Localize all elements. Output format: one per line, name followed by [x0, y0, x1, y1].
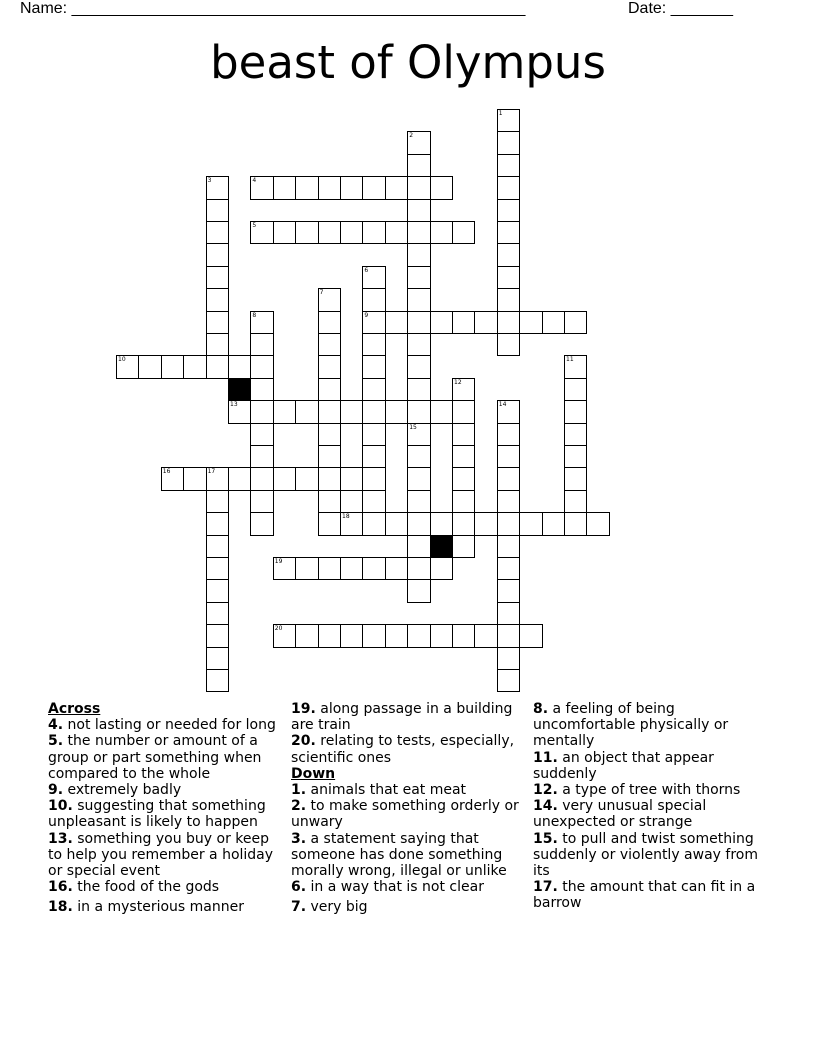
grid-number-label: 9 — [364, 311, 369, 319]
grid-cell[interactable] — [250, 445, 273, 468]
grid-cell[interactable] — [385, 624, 408, 647]
grid-cell[interactable] — [430, 512, 453, 535]
grid-cell[interactable] — [206, 355, 229, 378]
grid-cell[interactable] — [407, 199, 430, 222]
grid-cell[interactable] — [407, 221, 430, 244]
grid-cell[interactable] — [430, 557, 453, 580]
grid-cell[interactable] — [497, 602, 520, 625]
clue-down-3: 3. a statement saying that someone has done something morally wrong, illegal or unlike — [291, 830, 507, 880]
grid-cell[interactable] — [206, 288, 229, 311]
grid-cell[interactable] — [564, 490, 587, 513]
grid-block-cell — [228, 378, 251, 401]
grid-cell[interactable] — [362, 445, 385, 468]
grid-cell[interactable] — [497, 154, 520, 177]
grid-cell[interactable] — [430, 311, 453, 334]
clue-down-11: 11. an object that appear suddenly — [533, 749, 714, 782]
grid-cell[interactable] — [497, 221, 520, 244]
grid-cell[interactable] — [497, 266, 520, 289]
grid-cell[interactable] — [206, 266, 229, 289]
grid-cell[interactable] — [206, 557, 229, 580]
grid-cell[interactable] — [564, 400, 587, 423]
grid-cell[interactable] — [452, 423, 475, 446]
grid-cell[interactable] — [497, 199, 520, 222]
clue-across-10: 10. suggesting that something unpleasant is likely to happen — [48, 798, 266, 831]
date-field-label: Date: _______ — [628, 0, 733, 17]
grid-cell[interactable] — [362, 288, 385, 311]
grid-cell[interactable] — [497, 445, 520, 468]
grid-cell[interactable] — [362, 624, 385, 647]
clue-down-17: 17. the amount that can fit in a barrow — [533, 879, 756, 912]
grid-number-label: 1 — [498, 110, 503, 117]
grid-cell[interactable] — [407, 490, 430, 513]
clue-down-8: 8. a feeling of being uncomfortable physically or mentally — [533, 701, 729, 750]
grid-cell[interactable] — [318, 467, 341, 490]
grid-number-label: 10 — [118, 356, 126, 364]
grid-cell[interactable] — [497, 647, 520, 670]
grid-cell[interactable] — [385, 176, 408, 199]
grid-cell[interactable] — [295, 221, 318, 244]
grid-cell[interactable] — [497, 624, 520, 647]
grid-cell[interactable] — [497, 131, 520, 154]
grid-number-label: 11 — [566, 356, 574, 364]
clue-across-18: 18. in a mysterious manner — [48, 899, 244, 916]
grid-cell[interactable] — [497, 490, 520, 513]
clues-column-1 — [48, 701, 286, 916]
grid-cell[interactable] — [206, 199, 229, 222]
clue-down-12: 12. a type of tree with thorns — [533, 782, 741, 799]
grid-cell[interactable] — [407, 243, 430, 266]
grid-cell[interactable] — [340, 400, 363, 423]
grid-cell[interactable] — [407, 266, 430, 289]
grid-number-label: 4 — [252, 177, 257, 185]
grid-cell[interactable] — [564, 512, 587, 535]
grid-cell[interactable] — [407, 535, 430, 558]
grid-cell[interactable] — [564, 467, 587, 490]
grid-cell[interactable] — [407, 624, 430, 647]
grid-cell[interactable] — [318, 512, 341, 535]
grid-cell[interactable] — [206, 512, 229, 535]
clue-across-13: 13. something you buy or keep to help you remember a holiday or special event — [48, 830, 274, 880]
down-heading: Down — [291, 765, 336, 782]
grid-cell[interactable] — [273, 221, 296, 244]
grid-cell[interactable] — [206, 669, 229, 692]
grid-number-label: 7 — [319, 289, 324, 297]
grid-cell[interactable] — [206, 579, 229, 602]
grid-cell[interactable] — [295, 624, 318, 647]
grid-cell[interactable] — [452, 311, 475, 334]
grid-cell[interactable] — [362, 557, 385, 580]
grid-number-label: 15 — [409, 423, 417, 431]
grid-cell[interactable] — [362, 490, 385, 513]
grid-cell[interactable] — [318, 624, 341, 647]
grid-cell[interactable] — [497, 243, 520, 266]
grid-number-label: 13 — [230, 401, 238, 409]
grid-cell[interactable] — [250, 378, 273, 401]
grid-cell[interactable] — [138, 355, 161, 378]
grid-cell[interactable] — [318, 400, 341, 423]
grid-cell[interactable] — [362, 221, 385, 244]
grid-cell[interactable] — [295, 557, 318, 580]
clue-down-6: 6. in a way that is not clear — [291, 879, 484, 896]
grid-cell[interactable] — [206, 221, 229, 244]
grid-cell[interactable] — [385, 311, 408, 334]
grid-cell[interactable] — [250, 512, 273, 535]
grid-cell[interactable] — [340, 557, 363, 580]
clue-across-5: 5. the number or amount of a group or part something when compared to the whole — [48, 733, 262, 782]
clue-across-19: 19. along passage in a building are train — [291, 701, 513, 734]
clues-column-2 — [291, 701, 527, 916]
grid-cell[interactable] — [250, 467, 273, 490]
grid-cell[interactable] — [340, 467, 363, 490]
grid-cell[interactable] — [362, 512, 385, 535]
grid-cell[interactable] — [497, 176, 520, 199]
grid-cell[interactable] — [407, 176, 430, 199]
grid-cell[interactable] — [385, 557, 408, 580]
grid-cell[interactable] — [542, 512, 565, 535]
grid-cell[interactable] — [362, 176, 385, 199]
grid-number-label: 17 — [207, 468, 216, 476]
grid-cell[interactable] — [318, 378, 341, 401]
grid-number-label: 16 — [162, 468, 171, 476]
grid-cell[interactable] — [497, 557, 520, 580]
grid-cell[interactable] — [564, 445, 587, 468]
grid-cell[interactable] — [385, 512, 408, 535]
grid-cell[interactable] — [407, 557, 430, 580]
grid-cell[interactable] — [452, 467, 475, 490]
across-heading: Across — [48, 701, 101, 717]
grid-cell[interactable] — [407, 378, 430, 401]
grid-cell[interactable] — [407, 400, 430, 423]
grid-cell[interactable] — [250, 333, 273, 356]
grid-cell[interactable] — [228, 355, 251, 378]
grid-cell[interactable] — [497, 311, 520, 334]
grid-number-label: 14 — [498, 401, 507, 409]
grid-cell[interactable] — [452, 512, 475, 535]
name-field-label: Name: ___________________________________________________ — [20, 0, 526, 17]
grid-cell[interactable] — [430, 176, 453, 199]
grid-cell[interactable] — [430, 400, 453, 423]
grid-cell[interactable] — [407, 445, 430, 468]
grid-cell[interactable] — [206, 535, 229, 558]
grid-cell[interactable] — [452, 400, 475, 423]
grid-number-label: 18 — [342, 513, 350, 521]
grid-cell[interactable] — [407, 467, 430, 490]
grid-cell[interactable] — [362, 423, 385, 446]
grid-cell[interactable] — [318, 490, 341, 513]
grid-cell[interactable] — [407, 154, 430, 177]
grid-cell[interactable] — [318, 423, 341, 446]
clue-across-16: 16. the food of the gods — [48, 879, 220, 896]
clue-down-15: 15. to pull and twist something suddenly or violently away from its — [533, 830, 758, 880]
grid-cell[interactable] — [183, 467, 206, 490]
grid-number-label: 3 — [207, 177, 212, 185]
grid-cell[interactable] — [295, 400, 318, 423]
grid-cell[interactable] — [206, 647, 229, 670]
grid-number-label: 19 — [274, 558, 283, 565]
clue-down-14: 14. very unusual special unexpected or strange — [533, 798, 707, 831]
grid-cell[interactable] — [318, 355, 341, 378]
grid-cell[interactable] — [564, 423, 587, 446]
grid-number-label: 6 — [364, 266, 369, 274]
grid-cell[interactable] — [586, 512, 609, 535]
grid-cell[interactable] — [273, 467, 296, 490]
grid-cell[interactable] — [250, 355, 273, 378]
grid-cell[interactable] — [519, 311, 542, 334]
grid-number-label: 5 — [252, 222, 257, 229]
clue-down-1: 1. animals that eat meat — [291, 782, 467, 799]
clue-across-20: 20. relating to tests, especially, scientific ones — [291, 733, 515, 766]
grid-cell[interactable] — [407, 512, 430, 535]
grid-cell[interactable] — [161, 355, 184, 378]
grid-cell[interactable] — [295, 467, 318, 490]
grid-cell[interactable] — [452, 490, 475, 513]
grid-cell[interactable] — [385, 221, 408, 244]
grid-cell[interactable] — [250, 400, 273, 423]
grid-cell[interactable] — [430, 624, 453, 647]
grid-cell[interactable] — [474, 512, 497, 535]
grid-cell[interactable] — [407, 288, 430, 311]
grid-cell[interactable] — [407, 333, 430, 356]
grid-cell[interactable] — [206, 243, 229, 266]
grid-cell[interactable] — [474, 311, 497, 334]
grid-cell[interactable] — [362, 400, 385, 423]
grid-cell[interactable] — [519, 512, 542, 535]
grid-number-label: 8 — [252, 311, 257, 319]
grid-cell[interactable] — [250, 423, 273, 446]
grid-cell[interactable] — [474, 624, 497, 647]
grid-cell[interactable] — [497, 423, 520, 446]
grid-cell[interactable] — [318, 445, 341, 468]
grid-cell[interactable] — [497, 669, 520, 692]
grid-number-label: 20 — [274, 625, 283, 633]
grid-cell[interactable] — [564, 378, 587, 401]
grid-block-cell — [430, 535, 453, 558]
grid-cell[interactable] — [295, 176, 318, 199]
grid-cell[interactable] — [385, 400, 408, 423]
grid-cell[interactable] — [407, 311, 430, 334]
grid-cell[interactable] — [362, 355, 385, 378]
grid-cell[interactable] — [407, 579, 430, 602]
grid-cell[interactable] — [318, 333, 341, 356]
grid-cell[interactable] — [318, 221, 341, 244]
grid-cell[interactable] — [206, 602, 229, 625]
grid-cell[interactable] — [497, 579, 520, 602]
grid-cell[interactable] — [452, 535, 475, 558]
grid-number-label: 12 — [454, 378, 462, 386]
clue-across-4: 4. not lasting or needed for long — [48, 717, 276, 734]
grid-cell[interactable] — [318, 176, 341, 199]
grid-cell[interactable] — [183, 355, 206, 378]
grid-cell[interactable] — [407, 355, 430, 378]
clue-across-9: 9. extremely badly — [48, 782, 182, 799]
grid-cell[interactable] — [206, 333, 229, 356]
grid-cell[interactable] — [497, 535, 520, 558]
grid-cell[interactable] — [519, 624, 542, 647]
grid-cell[interactable] — [430, 221, 453, 244]
grid-cell[interactable] — [340, 221, 363, 244]
grid-cell[interactable] — [497, 467, 520, 490]
grid-cell[interactable] — [250, 490, 273, 513]
grid-cell[interactable] — [362, 467, 385, 490]
grid-cell[interactable] — [564, 311, 587, 334]
grid-cell[interactable] — [452, 624, 475, 647]
grid-number-label: 2 — [409, 132, 414, 140]
clue-down-2: 2. to make something orderly or unwary — [291, 798, 519, 831]
grid-cell[interactable] — [206, 624, 229, 647]
grid-cell[interactable] — [542, 311, 565, 334]
grid-cell[interactable] — [452, 445, 475, 468]
grid-cell[interactable] — [273, 400, 296, 423]
grid-cell[interactable] — [206, 490, 229, 513]
grid-cell[interactable] — [318, 311, 341, 334]
grid-cell[interactable] — [452, 221, 475, 244]
grid-cell[interactable] — [318, 557, 341, 580]
page-title: beast of Olympus — [210, 36, 606, 89]
grid-cell[interactable] — [228, 467, 251, 490]
clues-column-3 — [533, 701, 773, 912]
grid-cell[interactable] — [206, 311, 229, 334]
grid-cell[interactable] — [497, 512, 520, 535]
clue-down-7: 7. very big — [291, 899, 368, 916]
grid-cell[interactable] — [273, 176, 296, 199]
grid-cell[interactable] — [340, 176, 363, 199]
grid-cell[interactable] — [340, 624, 363, 647]
grid-cell[interactable] — [362, 333, 385, 356]
grid-cell[interactable] — [497, 288, 520, 311]
grid-cell[interactable] — [362, 378, 385, 401]
grid-cell[interactable] — [497, 333, 520, 356]
